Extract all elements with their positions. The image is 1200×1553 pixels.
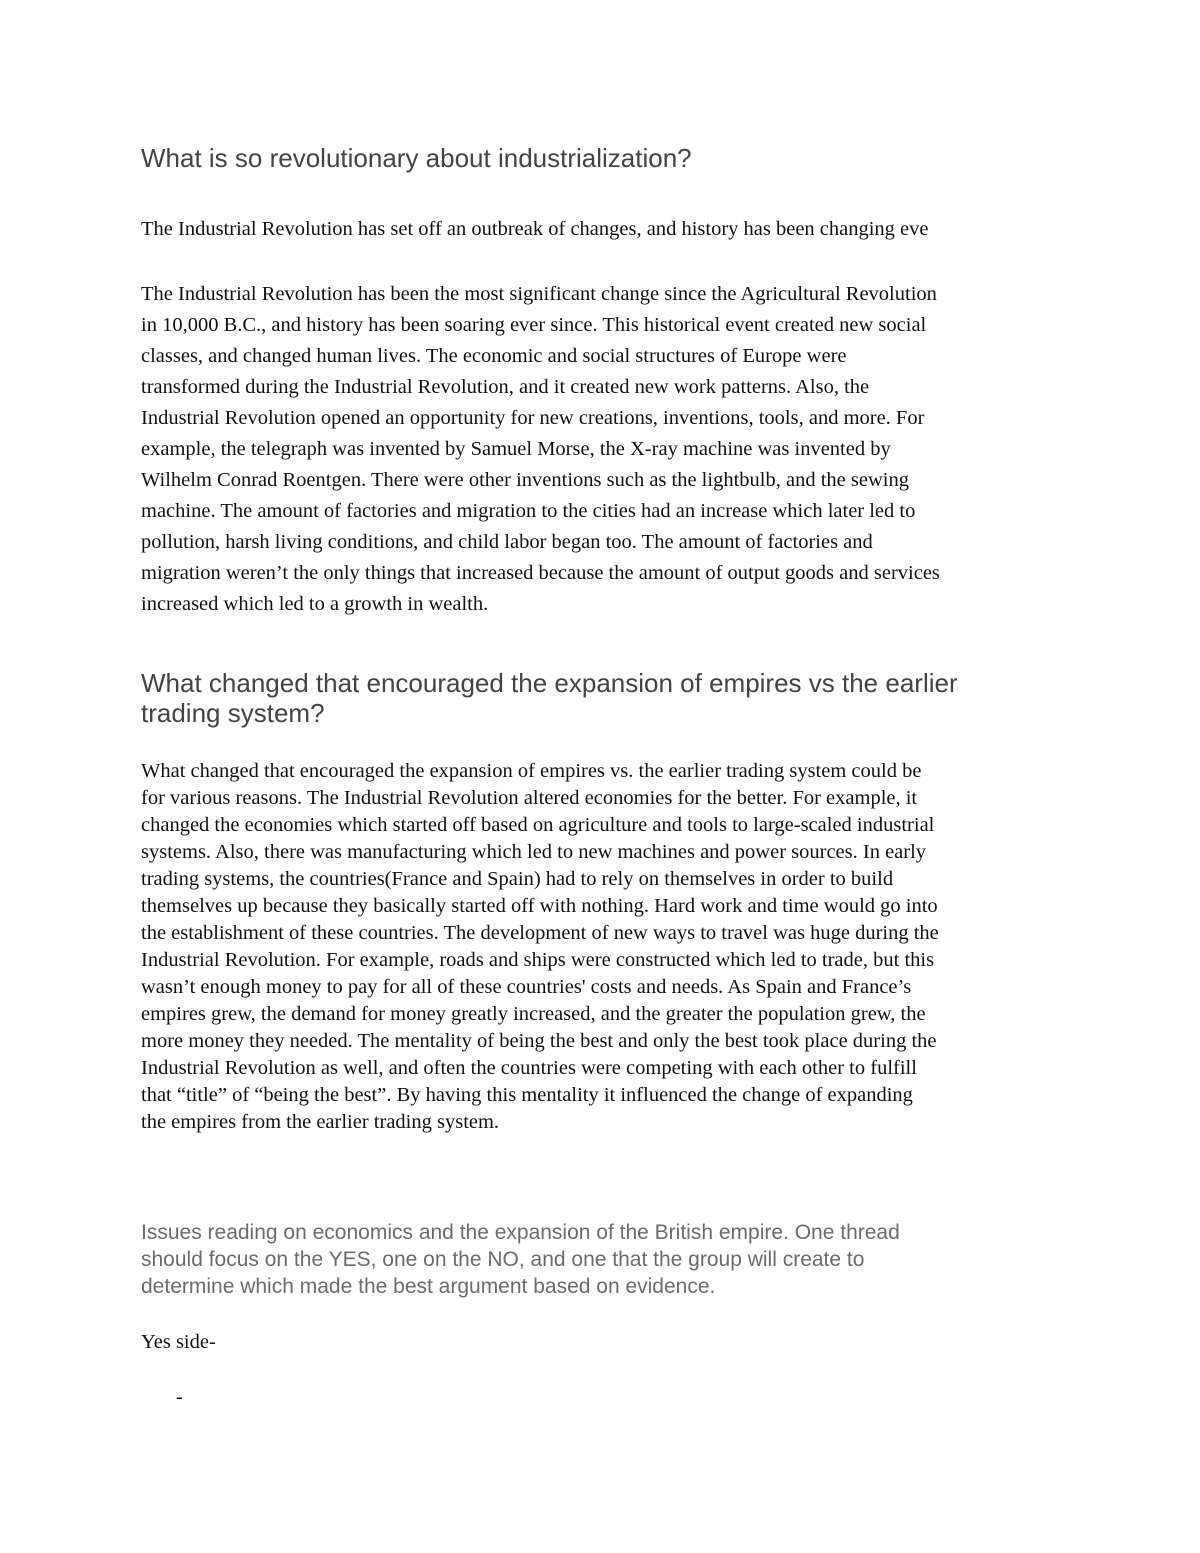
paragraph-line: that “title” of “being the best”. By having this mentality it influenced the change of expanding — [141, 1084, 913, 1106]
heading-line: trading system? — [141, 698, 325, 728]
paragraph-line: example, the telegraph was invented by Samuel Morse, the X-ray machine was invented by — [141, 438, 891, 460]
list-bullet: - — [176, 1386, 183, 1408]
yes-side-label: Yes side- — [141, 1331, 216, 1353]
paragraph-line: pollution, harsh living conditions, and child labor began too. The amount of factories and — [141, 531, 873, 553]
paragraph-line: migration weren’t the only things that increased because the amount of output goods and services — [141, 562, 940, 584]
paragraph-line: for various reasons. The Industrial Revolution altered economies for the better. For example, it — [141, 787, 918, 809]
paragraph-line: empires grew, the demand for money greatly increased, and the greater the population grew, the — [141, 1003, 926, 1025]
paragraph-line: Industrial Revolution as well, and often the countries were competing with each other to fulfill — [141, 1057, 917, 1079]
paragraph-line: Wilhelm Conrad Roentgen. There were other inventions such as the lightbulb, and the sewing — [141, 469, 909, 491]
paragraph-line: transformed during the Industrial Revolution, and it created new work patterns. Also, the — [141, 376, 870, 398]
paragraph-line: themselves up because they basically started off with nothing. Hard work and time would go into — [141, 895, 938, 917]
paragraph-line: classes, and changed human lives. The economic and social structures of Europe were — [141, 345, 847, 367]
prompt-line: Issues reading on economics and the expansion of the British empire. One thread — [141, 1221, 900, 1244]
paragraph-line: in 10,000 B.C., and history has been soaring ever since. This historical event created new social — [141, 314, 927, 336]
paragraph-line: more money they needed. The mentality of being the best and only the best took place during the — [141, 1030, 937, 1052]
heading-industrialization: What is so revolutionary about industrialization? — [141, 143, 692, 173]
heading-expansion-of-empires — [141, 668, 958, 728]
paragraph-line: systems. Also, there was manufacturing which led to new machines and power sources. In early — [141, 841, 927, 863]
paragraph-line: increased which led to a growth in wealth. — [141, 593, 489, 615]
paragraph-line: trading systems, the countries(France and Spain) had to rely on themselves in order to build — [141, 868, 894, 890]
paragraph-line: machine. The amount of factories and migration to the cities had an increase which later led to — [141, 500, 916, 522]
prompt-line: should focus on the YES, one on the NO, and one that the group will create to — [141, 1248, 865, 1271]
paragraph-line: Industrial Revolution. For example, roads and ships were constructed which led to trade, but this — [141, 949, 935, 971]
paragraph-line: the establishment of these countries. The development of new ways to travel was huge during the — [141, 922, 939, 944]
paragraph-industrial-revolution — [141, 279, 1081, 620]
paragraph-line: Industrial Revolution opened an opportunity for new creations, inventions, tools, and more. For — [141, 407, 925, 429]
intro-paragraph: The Industrial Revolution has set off an outbreak of changes, and history has been changing eve — [141, 218, 929, 240]
prompt-line: determine which made the best argument based on evidence. — [141, 1275, 716, 1298]
paragraph-line: The Industrial Revolution has been the most significant change since the Agricultural Revolution — [141, 283, 937, 305]
paragraph-line: changed the economies which started off based on agriculture and tools to large-scaled industrial — [141, 814, 935, 836]
paragraph-line: What changed that encouraged the expansion of empires vs. the earlier trading system could be — [141, 760, 922, 782]
heading-line: What changed that encouraged the expansion of empires vs the earlier — [141, 668, 958, 698]
paragraph-expansion — [141, 758, 1081, 1136]
assignment-prompt — [141, 1219, 900, 1300]
paragraph-line: the empires from the earlier trading system. — [141, 1111, 500, 1133]
paragraph-line: wasn’t enough money to pay for all of these countries' costs and needs. As Spain and France’s — [141, 976, 912, 998]
